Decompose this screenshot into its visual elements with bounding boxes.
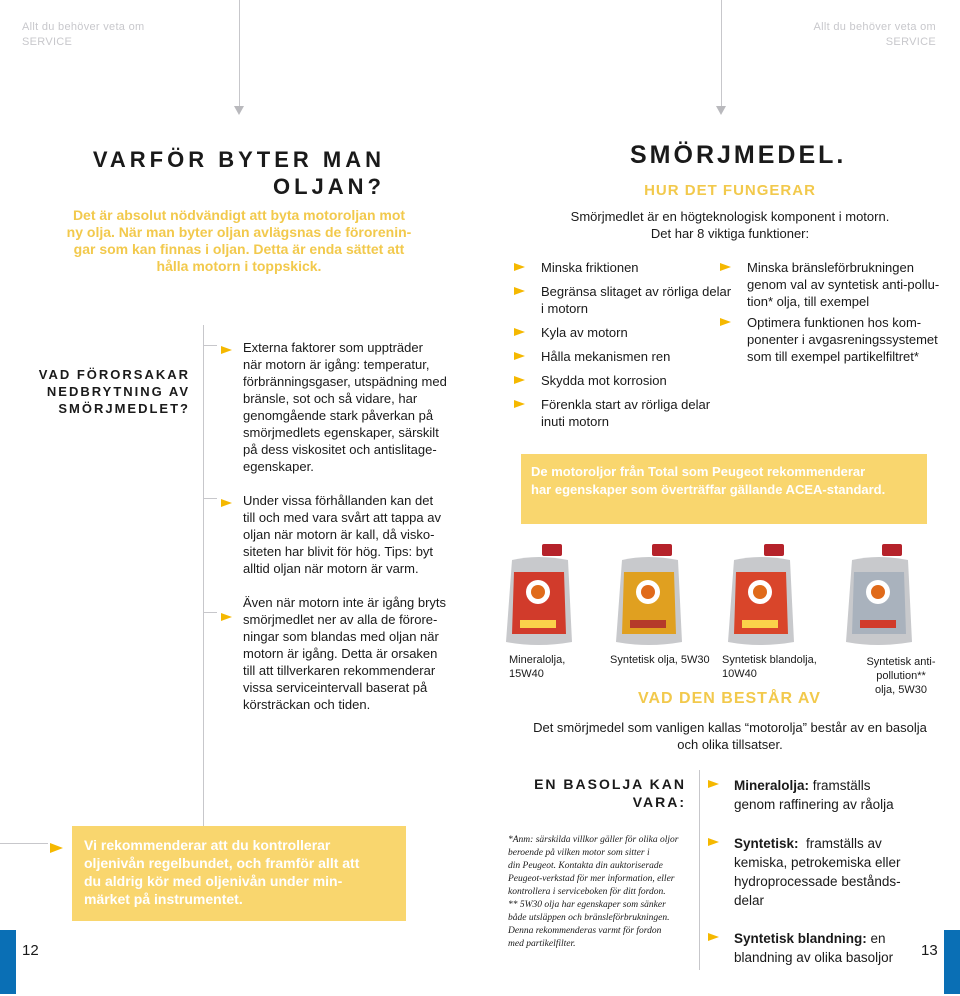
text-line: oljan när motorn är kall, då visko- <box>243 527 435 542</box>
bullet-arrow-icon <box>708 833 719 851</box>
header-right-line2: SERVICE <box>885 36 936 48</box>
footnote-line: kontrollera i serviceboken för ditt fordon. <box>508 887 666 897</box>
type-text: delar <box>734 893 765 908</box>
bullet-arrow-icon <box>720 318 731 326</box>
bullet-arrow-icon <box>514 263 525 271</box>
type-blend <box>734 929 944 967</box>
base-heading <box>510 775 686 811</box>
callout-arrow-icon <box>50 839 63 857</box>
left-lead <box>30 207 448 275</box>
header-right-line1: Allt du behöver veta om <box>813 21 936 33</box>
oil-bottle-anti-pollution <box>838 542 918 650</box>
caption-line: Syntetisk olja, 5W30 <box>610 654 710 666</box>
caption-line: Syntetisk anti-pollution** <box>866 656 936 682</box>
base-heading-line: VARA: <box>632 794 686 810</box>
callout-line-text: Vi rekommenderar att du kontrollerar <box>84 837 331 853</box>
function-item <box>514 259 734 276</box>
function-text: Hålla mekanismen ren <box>541 349 671 364</box>
bullet-arrow-icon <box>708 928 719 946</box>
text-line: till och med vara svårt att tappa av <box>243 510 441 525</box>
footnote-line: med partikelfilter. <box>508 939 576 949</box>
branch-line-right <box>699 770 700 970</box>
guide-line-right <box>721 0 722 106</box>
intro-line: Det har 8 viktiga funktioner: <box>650 226 810 241</box>
text-line: ningar som blandas med oljan när <box>243 629 439 644</box>
type-mineral <box>734 776 944 814</box>
page-bar-left <box>0 930 16 994</box>
function-text: ponenter i avgasreningssystemet <box>747 332 938 347</box>
function-item <box>514 348 734 365</box>
text-line: till att tillverkaren rekommenderar <box>243 663 436 678</box>
function-item <box>720 259 960 310</box>
functions-left <box>514 259 734 430</box>
type-text: en <box>866 931 886 946</box>
function-item <box>514 372 734 389</box>
text-line: när motorn är igång: temperatur, <box>243 357 430 372</box>
section2-text <box>500 719 960 753</box>
type-text: blandning av olika basoljor <box>734 950 894 965</box>
type-text: kemiska, petrokemiska eller <box>734 855 901 870</box>
function-item <box>514 283 734 317</box>
footnote-line: din Peugeot. Kontakta din auktoriserade <box>508 861 663 871</box>
function-text: Minska bränsleförbrukningen <box>747 260 914 275</box>
function-text: tion* olja, till exempel <box>747 294 870 309</box>
branch-line <box>203 325 204 830</box>
text-line: Under vissa förhållanden kan det <box>243 493 434 508</box>
side-heading-line: NEDBRYTNING AV <box>46 384 190 399</box>
right-intro <box>500 208 960 242</box>
function-text: Förenkla start av rörliga delar <box>541 397 711 412</box>
right-title: SMÖRJMEDEL. <box>630 141 847 169</box>
bullet-arrow-icon <box>514 352 525 360</box>
type-label: Syntetisk: <box>734 836 799 851</box>
text-line: förbränningsgaser, utspädning med <box>243 374 447 389</box>
guide-line-left <box>239 0 240 106</box>
caption-line: olja, 5W30 <box>875 684 927 696</box>
header-left <box>22 20 144 50</box>
callout-box <box>72 826 406 921</box>
text-line: Även när motorn inte är igång bryts <box>243 595 447 610</box>
left-title <box>40 146 385 200</box>
text-line: smörjmedlets egenskaper, särskilt <box>243 425 439 440</box>
down-arrow-icon <box>234 106 244 115</box>
paragraph-3 <box>243 594 473 713</box>
header-left-line2: SERVICE <box>22 36 73 48</box>
oil-bottle-mineral <box>498 542 578 650</box>
type-text: hydroprocessade bestånds- <box>734 874 901 889</box>
header-left-line1: Allt du behöver veta om <box>22 21 145 33</box>
type-label: Syntetisk blandning: <box>734 931 867 946</box>
function-item <box>720 314 960 365</box>
lead-line: gar som kan finnas i oljan. Detta är enda sättet att <box>73 241 405 257</box>
type-text: framställs av <box>798 836 882 851</box>
type-label: Mineralolja: <box>734 778 810 793</box>
functions-right <box>720 259 960 365</box>
bottle-caption <box>509 653 565 681</box>
bullet-arrow-icon <box>514 376 525 384</box>
page-number-right: 13 <box>921 942 938 959</box>
function-text: Begränsa slitaget av rörliga delar <box>541 284 732 299</box>
bullet-arrow-icon <box>514 328 525 336</box>
text-line: siteten har blivit för hög. Tips: byt <box>243 544 434 559</box>
caption-line: 10W40 <box>722 668 757 680</box>
type-text: genom raffinering av råolja <box>734 797 894 812</box>
left-title-line1: VARFÖR BYTER MAN <box>92 147 385 172</box>
text-line: Externa faktorer som uppträder <box>243 340 423 355</box>
footnote-line: *Anm: särskilda villkor gäller för olika oljor <box>508 835 679 845</box>
header-right <box>814 20 936 50</box>
bullet-arrow-icon <box>720 263 731 271</box>
lead-line: Det är absolut nödvändigt att byta motoroljan mot <box>72 207 406 223</box>
lead-line: hålla motorn i toppskick. <box>156 258 322 274</box>
bullet-arrow-icon <box>221 494 232 512</box>
text-line: smörjmedlet ner av alla de förore- <box>243 612 438 627</box>
text-line: vissa serviceintervall baserat på <box>243 680 428 695</box>
function-text: som till exempel partikelfiltret* <box>747 349 919 364</box>
oil-bottle-synthetic <box>608 542 688 650</box>
right-subtitle: HUR DET FUNGERAR <box>644 182 816 199</box>
callout-line-text: du aldrig kör med oljenivån under min- <box>84 873 343 889</box>
caption-line: Mineralolja, <box>509 654 566 666</box>
text-line: genomgående stark påverkan på <box>243 408 434 423</box>
side-heading-line: VAD FÖRORSAKAR <box>38 367 190 382</box>
function-text: Optimera funktionen hos kom- <box>747 315 922 330</box>
bottle-caption <box>610 653 710 667</box>
lead-line: ny olja. När man byter oljan avlägsnas de förorenin- <box>66 224 412 240</box>
text-line: alltid oljan när motorn är varm. <box>243 561 419 576</box>
bullet-arrow-icon <box>708 775 719 793</box>
text-line: egenskaper. <box>243 459 314 474</box>
bottle-caption <box>722 653 817 681</box>
intro-line: Smörjmedlet är en högteknologisk komponent i motorn. <box>570 209 890 224</box>
function-text: Minska friktionen <box>541 260 639 275</box>
caption-line: Syntetisk blandolja, <box>722 654 817 666</box>
oil-bottle-blend <box>720 542 800 650</box>
footnote-line: beroende på vilken motor som sitter i <box>508 848 650 858</box>
callout-line <box>0 843 48 844</box>
bullet-arrow-icon <box>514 287 525 295</box>
base-heading-line: EN BASOLJA KAN <box>534 776 686 792</box>
type-synthetic <box>734 834 944 910</box>
branch-tick <box>203 612 217 613</box>
section2-title: VAD DEN BESTÅR AV <box>638 690 821 707</box>
function-text: i motorn <box>541 301 588 316</box>
function-item <box>514 396 734 430</box>
page-bar-right <box>944 930 960 994</box>
text-line: körsträckan och tiden. <box>243 697 371 712</box>
text-line: motorn är igång. Detta är orsaken <box>243 646 438 661</box>
side-heading <box>30 366 190 417</box>
function-item <box>514 324 734 341</box>
paragraph-1 <box>243 339 473 475</box>
footnote <box>508 834 688 951</box>
recommendation-box <box>521 454 927 524</box>
paragraph-2 <box>243 492 473 577</box>
bullet-arrow-icon <box>221 341 232 359</box>
branch-tick <box>203 498 217 499</box>
footnote-line: Denna rekommenderas varmt för fordon <box>508 926 662 936</box>
down-arrow-icon <box>716 106 726 115</box>
function-text: Kyla av motorn <box>541 325 628 340</box>
recommend-line: har egenskaper som överträffar gällande ACEA-standard. <box>531 482 886 497</box>
footnote-line: ** 5W30 olja har egenskaper som sänker <box>508 900 666 910</box>
bullet-arrow-icon <box>221 608 232 626</box>
caption-line: 15W40 <box>509 668 544 680</box>
function-text: Skydda mot korrosion <box>541 373 667 388</box>
page-number-left: 12 <box>22 942 39 959</box>
section2-line: Det smörjmedel som vanligen kallas “motorolja” består av en basolja <box>533 720 927 735</box>
text-line: på dess viskositet och antislitage- <box>243 442 437 457</box>
bottle-caption <box>842 655 960 697</box>
type-text: framställs <box>809 778 871 793</box>
branch-tick <box>203 345 217 346</box>
function-text: genom val av syntetisk anti-pollu- <box>747 277 940 292</box>
callout-line-text: märket på instrumentet. <box>84 891 243 907</box>
footnote-line: både utsläppen och bränsleförbrukningen. <box>508 913 670 923</box>
text-line: bränsle, sot och så vidare, har <box>243 391 418 406</box>
callout-line-text: oljenivån regelbundet, och framför allt att <box>84 855 360 871</box>
function-text: inuti motorn <box>541 414 609 429</box>
recommend-line: De motoroljor från Total som Peugeot rekommenderar <box>531 464 866 479</box>
left-title-line2: OLJAN? <box>273 174 385 199</box>
bullet-arrow-icon <box>514 400 525 408</box>
side-heading-line: SMÖRJMEDLET? <box>58 401 190 416</box>
section2-line: och olika tillsatser. <box>677 737 783 752</box>
footnote-line: Peugeot-verkstad för mer information, eller <box>508 874 675 884</box>
